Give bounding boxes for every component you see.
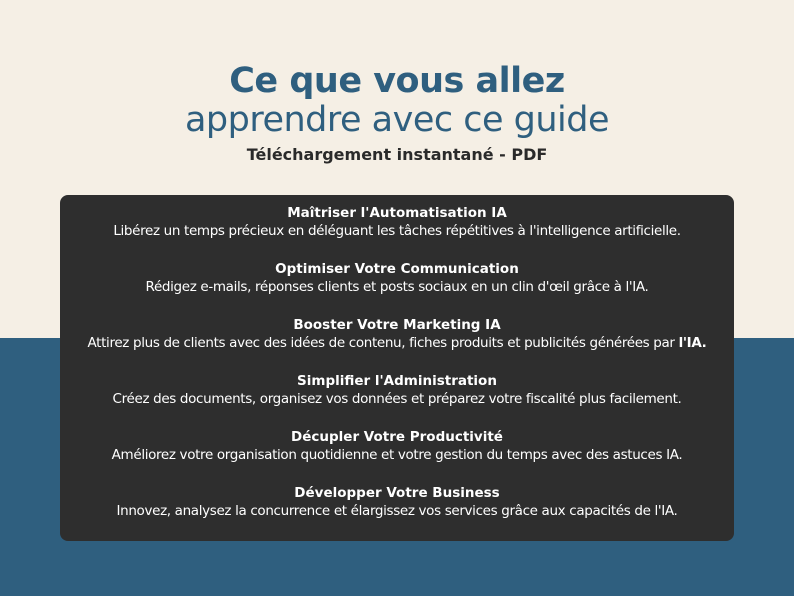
item-description-emphasis: l'IA.	[678, 335, 707, 351]
item-title: Simplifier l'Administration	[297, 373, 497, 389]
item-title: Maîtriser l'Automatisation IA	[287, 205, 507, 221]
list-item	[60, 315, 734, 371]
item-description: Libérez un temps précieux en déléguant les tâches répétitives à l'intelligence artificielle.	[113, 223, 681, 239]
item-title: Décupler Votre Productivité	[291, 429, 503, 445]
item-description: Rédigez e-mails, réponses clients et posts sociaux en un clin d'œil grâce à l'IA.	[145, 279, 649, 295]
item-description-wrapper	[60, 334, 734, 353]
list-item	[60, 371, 734, 427]
list-item	[60, 259, 734, 315]
page-subtitle: Téléchargement instantané - PDF	[246, 145, 548, 164]
list-item	[60, 483, 734, 539]
item-description: Innovez, analysez la concurrence et élargissez vos services grâce aux capacités de l'IA.	[116, 503, 678, 519]
list-item	[60, 427, 734, 483]
item-title: Booster Votre Marketing IA	[293, 317, 501, 333]
page-title-line1: Ce que vous allez	[229, 61, 565, 101]
item-title: Optimiser Votre Communication	[275, 261, 519, 277]
list-item	[60, 203, 734, 259]
item-title: Développer Votre Business	[294, 485, 500, 501]
item-description: Améliorez votre organisation quotidienne et votre gestion du temps avec des astuces IA.	[111, 447, 683, 463]
page-title-line2: apprendre avec ce guide	[184, 100, 610, 140]
item-description: Attirez plus de clients avec des idées de contenu, fiches produits et publicités générées par	[87, 335, 675, 351]
item-description: Créez des documents, organisez vos données et préparez votre fiscalité plus facilement.	[112, 391, 682, 407]
learning-list-card	[60, 195, 734, 541]
page-heading	[0, 60, 794, 166]
